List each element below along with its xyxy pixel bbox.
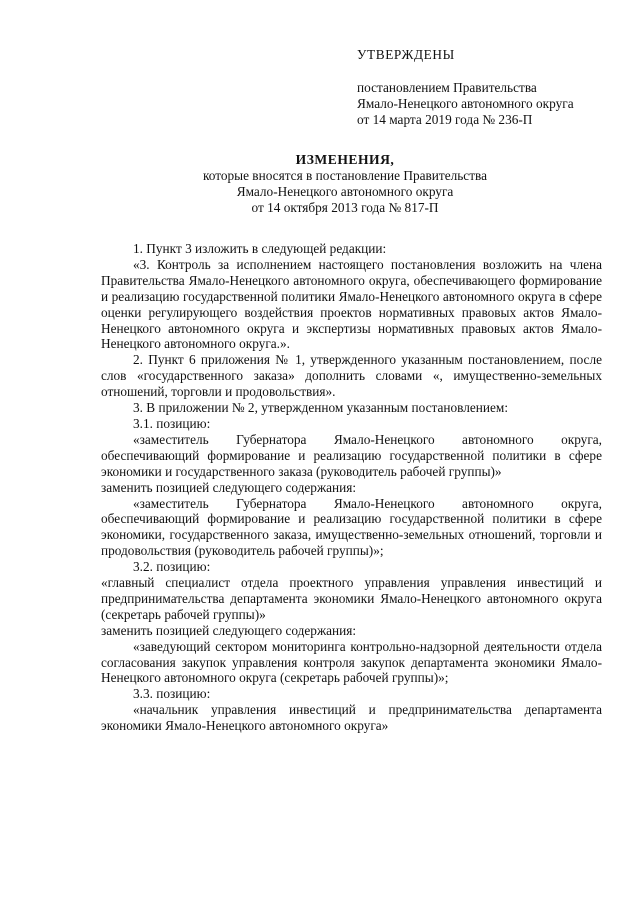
approval-line: постановлением Правительства bbox=[357, 79, 537, 95]
document-title bbox=[80, 152, 610, 216]
approval-stamp bbox=[357, 47, 607, 128]
document-body bbox=[101, 241, 602, 734]
approval-line: от 14 марта 2019 года № 236-П bbox=[357, 111, 533, 127]
paragraph-6: «заместитель Губернатора Ямало-Ненецкого автономного округа, обеспечивающий формирование и реализацию государственной политики в сфере экономики и государственного заказа (руководитель рабочей группы)» bbox=[101, 431, 602, 479]
paragraph-13: 3.3. позицию: bbox=[133, 686, 211, 702]
paragraph-10: «главный специалист отдела проектного управления управления инвестиций и предпринимательства департамента экономики Ямало-Ненецкого автономного округа (секретарь рабочей группы)» bbox=[101, 575, 602, 622]
paragraph-8: «заместитель Губернатора Ямало-Ненецкого автономного округа, обеспечивающий формирование и реализацию государственной политики в сфере экономики, государственного заказа, имущественно-земельных отношений, торговли и продовольствия (руководитель рабочей группы)»; bbox=[101, 495, 602, 559]
paragraph-5: 3.1. позицию: bbox=[133, 415, 211, 431]
approval-heading: УТВЕРЖДЕНЫ bbox=[357, 47, 455, 62]
paragraph-3: 2. Пункт 6 приложения № 1, утвержденного указанным постановлением, после слов «государственного заказа» дополнить словами «, имущественно-земельных отношений, торговли и продовольствия». bbox=[101, 352, 602, 400]
paragraph-9: 3.2. позицию: bbox=[133, 559, 211, 575]
paragraph-1: 1. Пункт 3 изложить в следующей редакции: bbox=[133, 241, 387, 256]
paragraph-2: «3. Контроль за исполнением настоящего постановления возложить на члена Правительства Ямало-Ненецкого автономного округа, обеспечивающего формирование и реализацию государственной политики Ямало-Ненецкого автономного округа в сфере оценки регулирующего воздействия проектов нормативных правовых актов Ямало-Ненецкого автономного округа и экспертизы нормативных правовых актов Ямало-Ненецкого автономного округа.». bbox=[101, 256, 602, 352]
paragraph-11: заменить позицией следующего содержания: bbox=[101, 622, 357, 638]
paragraph-4: 3. В приложении № 2, утвержденном указанным постановлением: bbox=[133, 400, 509, 416]
paragraph-12: «заведующий сектором мониторинга контрольно-надзорной деятельности отдела согласования закупок управления контроля закупок департамента экономики Ямало-Ненецкого автономного округа (секретарь рабочей группы)»; bbox=[101, 638, 602, 686]
approval-line: Ямало-Ненецкого автономного округа bbox=[357, 95, 574, 111]
paragraph-7: заменить позицией следующего содержания: bbox=[101, 479, 357, 495]
title-main: ИЗМЕНЕНИЯ, bbox=[295, 152, 395, 167]
title-line: от 14 октября 2013 года № 817-П bbox=[251, 199, 439, 215]
paragraph-14: «начальник управления инвестиций и предпринимательства департамента экономики Ямало-Ненецкого автономного округа» bbox=[101, 702, 602, 734]
title-line: которые вносятся в постановление Правительства bbox=[202, 167, 488, 183]
title-line: Ямало-Ненецкого автономного округа bbox=[236, 183, 454, 199]
